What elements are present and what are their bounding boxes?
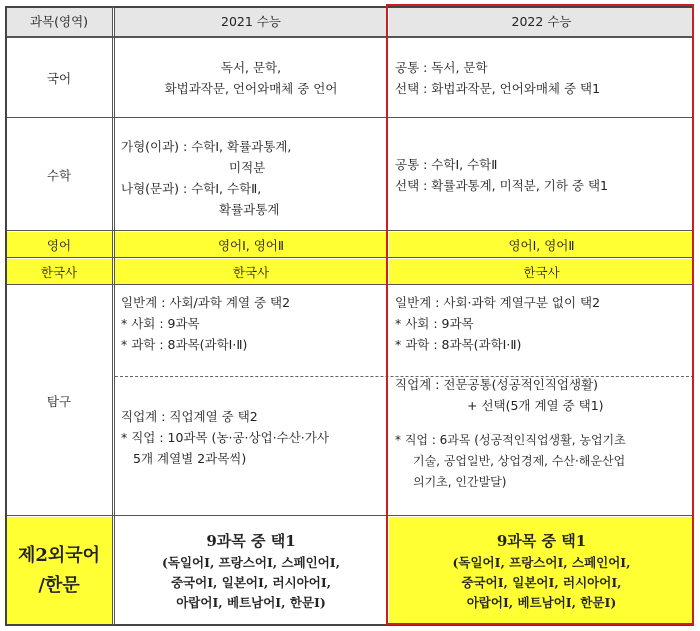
math-2021-line: 미적분 (229, 160, 266, 175)
english-2022 (389, 232, 694, 257)
table-border-left (5, 6, 7, 625)
header-subject-text: 과목(영역) (29, 14, 89, 29)
math-2021-line: 확률과통계 (219, 202, 280, 217)
inquiry-label-text: 탐구 (46, 393, 72, 409)
inquiry-2021-vocational (121, 406, 387, 482)
english-2021-text: 영어Ⅰ, 영어Ⅱ (217, 237, 285, 253)
column-divider (387, 6, 388, 625)
korean-label (5, 38, 113, 117)
math-2021-line: 나형(문과) : 수학Ⅰ, 수학Ⅱ, (121, 181, 262, 196)
history-2022-text: 한국사 (523, 264, 560, 280)
history-label-text: 한국사 (40, 264, 78, 280)
row-divider (5, 257, 694, 258)
row-divider (5, 230, 694, 231)
history-2021-text: 한국사 (232, 264, 270, 280)
english-label-text: 영어 (46, 237, 72, 253)
foreign-label-line: 제2외국어 (17, 545, 101, 566)
english-2022-text: 영어Ⅰ, 영어Ⅱ (508, 237, 575, 253)
history-2022 (389, 259, 694, 284)
foreign-2022 (389, 517, 694, 625)
foreign-label-line: /한문 (38, 575, 80, 596)
math-label-text: 수학 (46, 167, 72, 183)
inquiry-2022-general (395, 292, 694, 368)
foreign-2021-line: 아랍어Ⅰ, 베트남어Ⅰ, 한문Ⅰ) (176, 595, 326, 610)
math-2022-line: 공통 : 수학Ⅰ, 수학Ⅱ (395, 156, 498, 172)
row-divider (5, 117, 694, 118)
english-label (5, 232, 113, 257)
inquiry-2022-line: * 과학 : 8과목(과학Ⅰ·Ⅱ) (395, 337, 522, 352)
korean-2021-line: 독서, 문학, (220, 59, 282, 75)
header-2021 (115, 6, 387, 36)
math-2021 (121, 119, 387, 230)
korean-2022-line: 공통 : 독서, 문학 (395, 59, 488, 75)
foreign-2022-line: 아랍어Ⅰ, 베트남어Ⅰ, 한문Ⅰ) (466, 595, 617, 610)
korean-2022-line: 선택 : 화법과작문, 언어와매체 중 택1 (395, 80, 601, 96)
inquiry-2022-line: 의기초, 인간발달) (413, 475, 507, 489)
row-divider (5, 284, 694, 285)
header-2021-text: 2021 수능 (221, 14, 281, 29)
inquiry-2022-line: 직업계 : 전문공통(성공적인직업생활) (395, 377, 599, 392)
math-2021-line: 가형(이과) : 수학Ⅰ, 확률과통계, (121, 139, 292, 154)
inquiry-2021-line: * 사회 : 9과목 (121, 316, 200, 331)
header-subject (5, 6, 113, 36)
inquiry-2021-line: 5개 계열별 2과목씩) (133, 451, 247, 466)
row-divider (5, 36, 694, 40)
table-border-right (692, 6, 694, 625)
inquiry-2021-line: 일반계 : 사회/과학 계열 중 택2 (121, 295, 291, 310)
inquiry-2021-line: * 과학 : 8과목(과학Ⅰ·Ⅱ) (121, 337, 248, 352)
foreign-2021-line: 중국어Ⅰ, 일본어Ⅰ, 러시아어Ⅰ, (170, 575, 332, 590)
inquiry-2022-line: 일반계 : 사회·과학 계열구분 없이 택2 (395, 295, 601, 310)
foreign-2021-line: (독일어Ⅰ, 프랑스어Ⅰ, 스페인어Ⅰ, (161, 555, 341, 570)
korean-2021-line: 화법과작문, 언어와매체 중 언어 (164, 80, 338, 96)
foreign-2022-line: 중국어Ⅰ, 일본어Ⅰ, 러시아어Ⅰ, (461, 575, 622, 590)
table-border-bottom (5, 624, 694, 626)
inquiry-2021-general (121, 292, 387, 368)
inquiry-dashed-divider (115, 376, 694, 377)
header-2022 (389, 6, 694, 36)
inquiry-2021-line: * 직업 : 10과목 (농·공·상업·수산·가사 (121, 430, 329, 445)
table-border-top (5, 6, 694, 8)
foreign-2021 (115, 517, 387, 625)
inquiry-label (5, 286, 113, 515)
row-divider (5, 515, 694, 516)
english-2021 (115, 232, 387, 257)
inquiry-2022-line: * 사회 : 9과목 (395, 316, 474, 331)
foreign-2022-line: (독일어Ⅰ, 프랑스어Ⅰ, 스페인어Ⅰ, (452, 555, 631, 570)
inquiry-2021-line: 직업계 : 직업계열 중 택2 (121, 409, 258, 424)
foreign-2021-line: 9과목 중 택1 (206, 532, 296, 550)
inquiry-2022-line: 기술, 공업일반, 상업경제, 수산·해운산업 (413, 454, 626, 468)
math-2022 (389, 119, 694, 230)
inquiry-2022-vocational (395, 374, 694, 514)
korean-label-text: 국어 (46, 70, 72, 86)
korean-2021 (115, 38, 387, 117)
korean-2022 (389, 38, 694, 117)
history-label (5, 259, 113, 284)
math-2022-line: 선택 : 확률과통계, 미적분, 기하 중 택1 (395, 177, 609, 193)
foreign-2022-line: 9과목 중 택1 (496, 532, 587, 550)
curriculum-comparison-table (5, 6, 694, 625)
history-2021 (115, 259, 387, 284)
header-2022-text: 2022 수능 (511, 14, 572, 29)
foreign-label (5, 517, 113, 625)
inquiry-2022-line: * 직업 : 6과목 (성공적인직업생활, 농업기초 (395, 433, 626, 447)
math-label (5, 119, 113, 230)
inquiry-2022-line: + 선택(5개 계열 중 택1) (467, 398, 604, 413)
column-divider (112, 6, 115, 625)
